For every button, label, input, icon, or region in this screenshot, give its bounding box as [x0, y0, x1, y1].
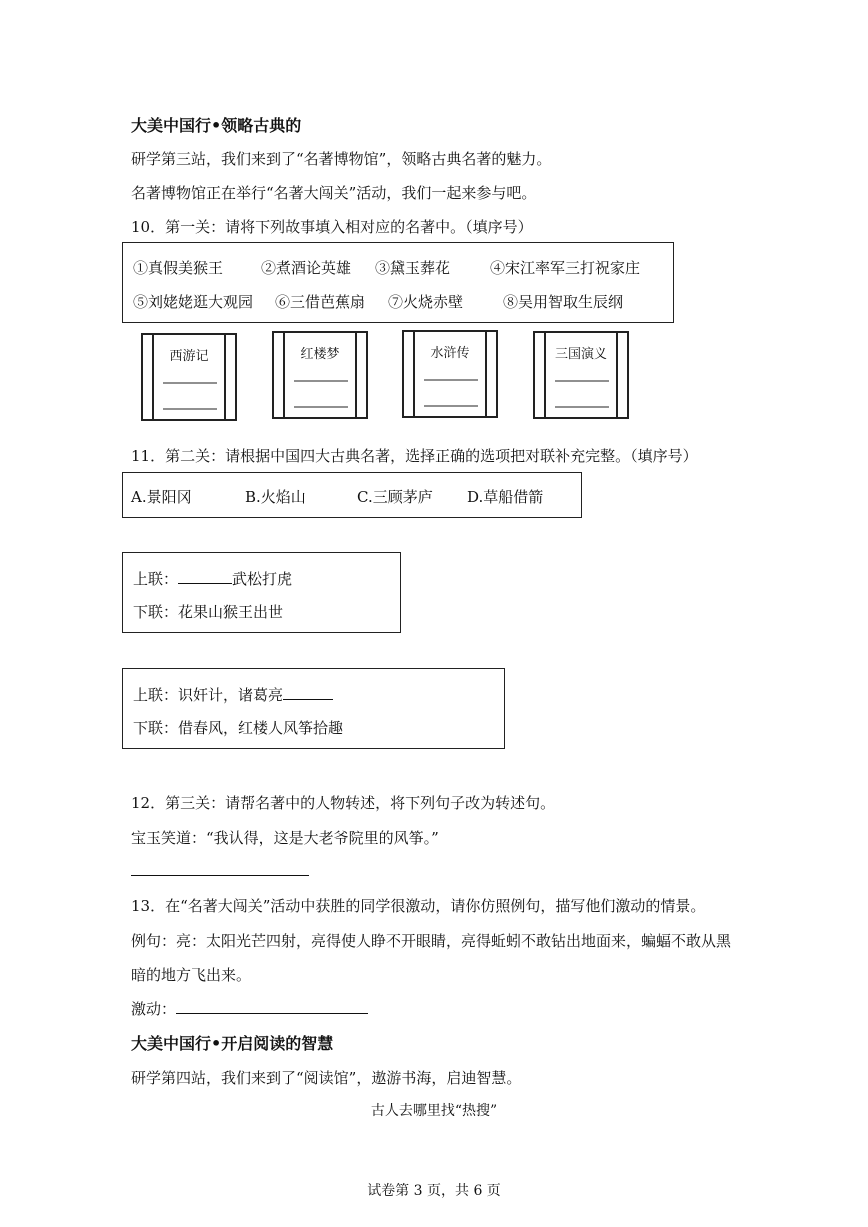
book-card-shuihuzhuan [402, 330, 498, 418]
book-title: 西游记 [169, 349, 209, 364]
question-13-prompt: 13．在“名著大闯关”活动中获胜的同学很激动，请你仿照例句，描写他们激动的情景。 [131, 897, 706, 915]
question-10-prompt: 10．第一关：请将下列故事填入相对应的名著中。（填序号） [131, 218, 533, 236]
answer-blank[interactable] [176, 999, 368, 1014]
couplet-options-box [122, 472, 582, 518]
example-sentence: 例句：亮：太阳光芒四射，亮得使人睁不开眼睛，亮得蚯蚓不敢钻出地面来，蝙蝠不敢从黑 [131, 932, 732, 950]
story-option: ④宋江率军三打祝家庄 [490, 259, 641, 277]
page-footer: 试卷第 3 页，共 6 页 [367, 1183, 501, 1199]
answer-line[interactable] [131, 875, 309, 876]
example-sentence: 暗的地方飞出来。 [131, 966, 252, 984]
couplet-option: C.三顾茅庐 [357, 488, 433, 506]
question-11-prompt: 11．第二关：请根据中国四大古典名著，选择正确的选项把对联补充完整。（填序号） [131, 447, 698, 465]
section-heading: 大美中国行•领略古典的 [131, 116, 302, 135]
book-title: 红楼梦 [300, 347, 340, 362]
story-option: ⑥三借芭蕉扇 [275, 293, 366, 311]
book-title: 水浒传 [430, 346, 470, 361]
passage-title: 古人去哪里找“热搜” [370, 1103, 498, 1119]
couplet-upper-text: 上联：识奸计，诸葛亮 [133, 686, 284, 704]
story-option: ①真假美猴王 [133, 259, 224, 277]
story-option: ②煮酒论英雄 [261, 259, 352, 277]
book-card-xiyouji [141, 333, 237, 421]
couplet-upper [133, 568, 292, 589]
book-card-hongloumeng [272, 331, 368, 419]
couplet-upper-label: 上联： [133, 570, 179, 588]
answer-label [131, 998, 368, 1019]
story-option: ⑤刘姥姥逛大观园 [133, 293, 254, 311]
couplet-lower: 下联：花果山猴王出世 [133, 603, 284, 621]
story-options-box [122, 242, 674, 323]
book-title: 三国演义 [554, 347, 607, 362]
story-option: ⑦火烧赤壁 [388, 293, 464, 311]
couplet-option: D.草船借箭 [467, 488, 544, 506]
answer-blank[interactable] [178, 569, 232, 584]
answer-blank[interactable] [283, 685, 333, 700]
couplet-box-1 [122, 552, 401, 633]
intro-paragraph: 研学第三站，我们来到了“名著博物馆”，领略古典名著的魅力。 [131, 150, 552, 168]
couplet-upper-text: 武松打虎 [232, 570, 293, 588]
question-12-sentence: 宝玉笑道：“我认得，这是大老爷院里的风筝。” [131, 829, 439, 847]
book-card-sanguoyanyi [533, 331, 629, 419]
couplet-option: B.火焰山 [245, 488, 306, 506]
couplet-lower: 下联：借春风，红楼人风筝拾趣 [133, 719, 344, 737]
answer-label-text: 激动： [131, 1000, 177, 1018]
intro-paragraph: 研学第四站，我们来到了“阅读馆”，遨游书海，启迪智慧。 [131, 1069, 522, 1087]
couplet-option: A.景阳冈 [131, 488, 192, 506]
couplet-upper [133, 684, 333, 705]
couplet-box-2 [122, 668, 505, 749]
question-12-prompt: 12．第三关：请帮名著中的人物转述，将下列句子改为转述句。 [131, 794, 556, 812]
intro-paragraph: 名著博物馆正在举行“名著大闯关”活动，我们一起来参与吧。 [131, 184, 537, 202]
story-option: ⑧吴用智取生辰纲 [503, 293, 624, 311]
story-option: ③黛玉葬花 [375, 259, 451, 277]
section-heading: 大美中国行•开启阅读的智慧 [131, 1034, 334, 1053]
